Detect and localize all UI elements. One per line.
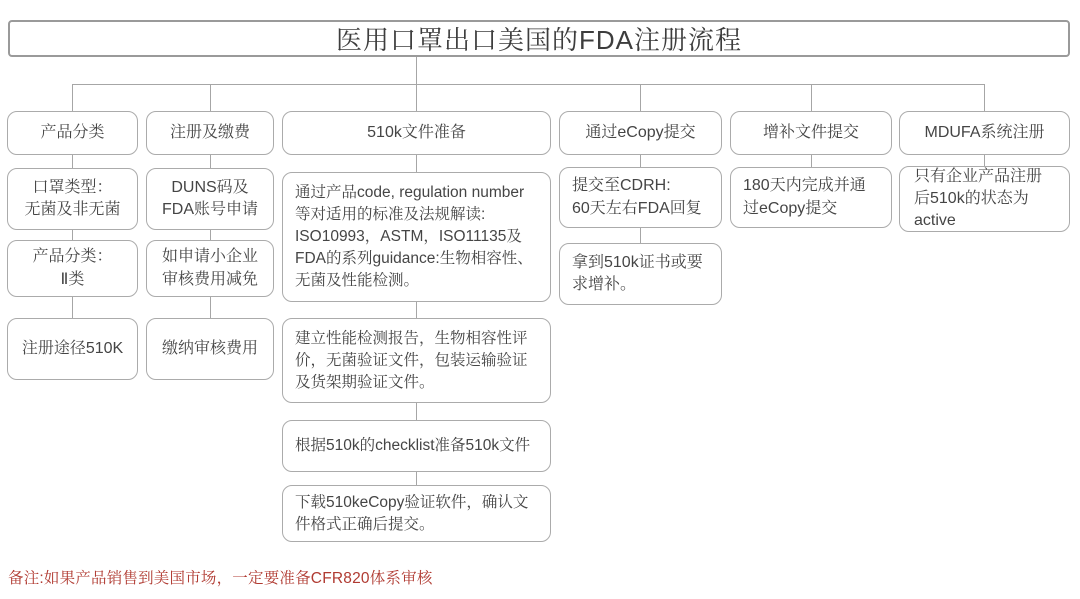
connector-line [72, 84, 985, 85]
connector-line [210, 230, 211, 240]
step-product-class [7, 240, 138, 297]
col-header-ecopy-submission [559, 111, 722, 155]
box-line: FDA账号申请 [161, 201, 258, 218]
connector-line [72, 155, 73, 168]
connector-line [640, 228, 641, 243]
box-text: 拿到510k证书或要求增补。 [572, 253, 703, 293]
step-test-reports [282, 318, 551, 403]
col-header-mdufa-registration [899, 111, 1070, 155]
connector-line [416, 84, 417, 111]
footnote: 备注:如果产品销售到美国市场，一定要准备CFR820体系审核 [8, 570, 433, 587]
box-line: 60天左右FDA回复 [572, 199, 702, 217]
connector-line [210, 155, 211, 168]
connector-line [811, 84, 812, 111]
col-header-product-classification [7, 111, 138, 155]
box-text: 通过产品code, regulation number等对适用的标准及法规解读: ISO10993，ASTM，ISO11135及FDA的系列guidance:生物相容性、无菌及性能检测。 [295, 184, 533, 289]
connector-line [416, 155, 417, 172]
step-ecopy-software-validation [282, 485, 551, 542]
step-submit-cdrh [559, 167, 722, 228]
connector-line [210, 297, 211, 318]
box-text: 下载510keCopy验证软件，确认文件格式正确后提交。 [295, 493, 529, 533]
col-header-510k-preparation [282, 111, 551, 155]
step-standards-interpretation [282, 172, 551, 302]
col-header-label: 产品分类 [40, 123, 105, 141]
title-box [8, 20, 1070, 57]
step-duns-fda-account [146, 168, 274, 230]
connector-line [416, 57, 417, 84]
col-header-registration-payment [146, 111, 274, 155]
connector-line [640, 155, 641, 167]
step-small-business-fee-reduction [146, 240, 274, 297]
col-header-label: 510k文件准备 [367, 123, 466, 141]
step-510k-active-status [899, 166, 1070, 232]
box-line: 注册途径510K [21, 339, 124, 357]
col-header-label: 通过eCopy提交 [585, 123, 696, 141]
connector-line [210, 84, 211, 111]
box-text: 建立性能检测报告，生物相容性评价，无菌验证文件，包装运输验证及货架期验证文件。 [295, 329, 528, 391]
connector-line [72, 230, 73, 240]
page-title: 医用口罩出口美国的FDA注册流程 [335, 25, 742, 55]
box-line: 无菌及非无菌 [24, 201, 121, 218]
step-mask-type [7, 168, 138, 230]
connector-line [416, 403, 417, 420]
col-header-label: MDUFA系统注册 [924, 123, 1045, 141]
connector-line [72, 84, 73, 111]
box-line: 审核费用减免 [161, 270, 258, 288]
connector-line [984, 84, 985, 111]
box-text: 只有企业产品注册后510k的状态为active [914, 167, 1043, 230]
connector-line [640, 84, 641, 111]
col-header-label: 增补文件提交 [762, 123, 859, 141]
connector-line [72, 297, 73, 318]
connector-line [811, 155, 812, 167]
box-line: 提交至CDRH: [572, 177, 671, 195]
step-checklist-preparation [282, 420, 551, 472]
step-510k-certificate [559, 243, 722, 305]
box-line: DUNS码及 [171, 178, 249, 196]
step-pay-review-fee [146, 318, 274, 380]
connector-line [416, 472, 417, 485]
col-header-supplement-submission [730, 111, 892, 155]
box-line: 如申请小企业 [161, 248, 258, 266]
box-line: 缴纳审核费用 [161, 339, 258, 357]
box-text: 180天内完成并通过eCopy提交 [743, 177, 866, 217]
col-header-label: 注册及缴费 [169, 123, 250, 141]
connector-line [984, 155, 985, 166]
box-text: 根据510k的checklist准备510k文件 [295, 437, 531, 454]
box-line: 口罩类型： [32, 178, 113, 196]
step-510k-pathway [7, 318, 138, 380]
step-supplement-180days [730, 167, 892, 228]
box-line: Ⅱ类 [60, 270, 85, 288]
box-line: 产品分类： [32, 248, 113, 266]
connector-line [416, 302, 417, 318]
